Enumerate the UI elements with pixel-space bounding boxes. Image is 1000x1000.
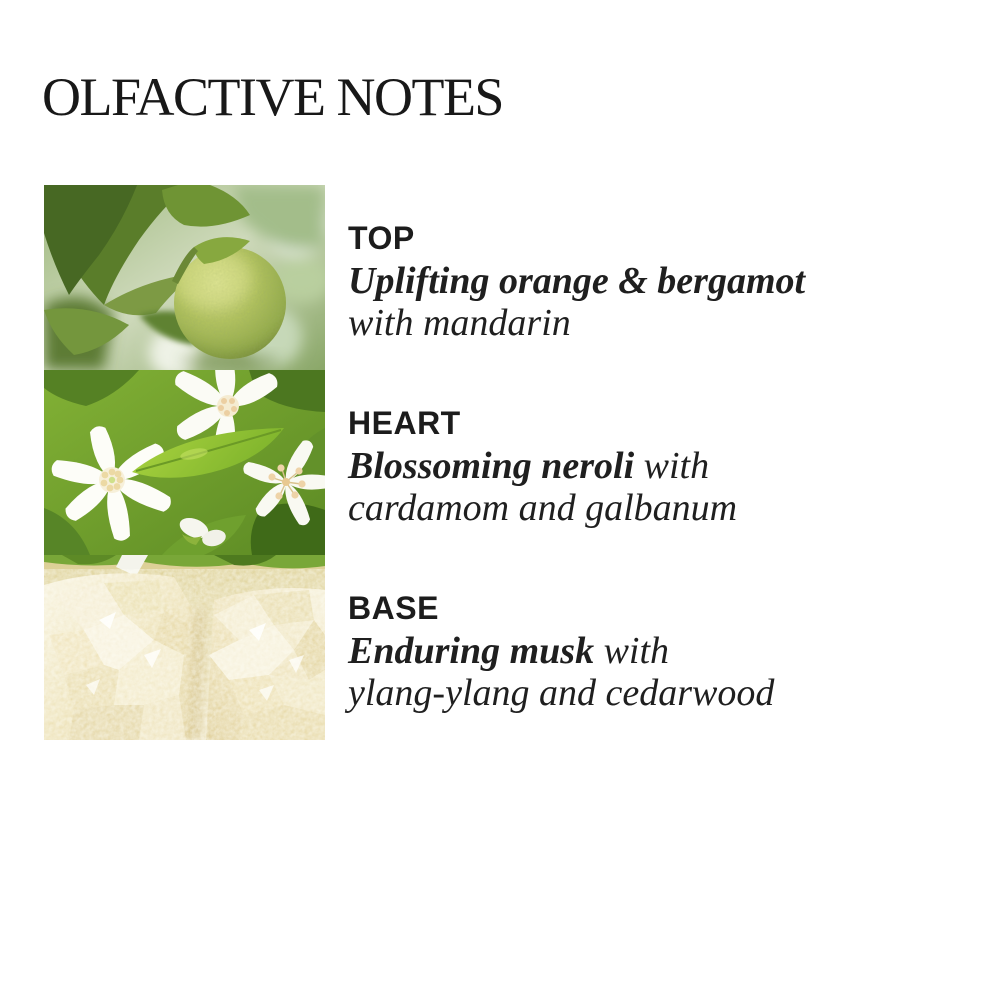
crystal-sparkle-texture [44,569,325,740]
base-note-heading: BASE [348,590,439,626]
top-note-lead-phrase: Uplifting orange & bergamot [348,260,806,302]
base-note-line2: ylang-ylang and cedarwood [348,672,775,714]
heart-note-description [348,445,868,529]
olfactive-notes-grid [44,185,868,740]
top-note-photo [44,185,325,370]
page-title: OLFACTIVE NOTES [42,67,503,128]
neroli-blossom-illustration [44,370,325,555]
base-note-photo [44,555,325,740]
top-note-block [348,185,868,370]
top-note-line2: with mandarin [348,302,571,344]
heart-note-lead-phrase: Blossoming neroli [348,445,635,487]
base-note-line1-rest: with [594,630,670,672]
heart-note-line2: cardamom and galbanum [348,487,738,529]
heart-note-line1-rest: with [634,445,710,487]
musk-crystals-illustration [44,555,325,740]
base-note-block [348,555,868,740]
base-note-description [348,630,868,714]
heart-note-block [348,370,868,555]
citrus-bergamot-illustration [44,185,325,370]
top-note-heading: TOP [348,220,415,256]
heart-note-photo [44,370,325,555]
top-note-description [348,260,868,344]
heart-note-heading: HEART [348,405,461,441]
base-note-lead-phrase: Enduring musk [348,630,595,672]
